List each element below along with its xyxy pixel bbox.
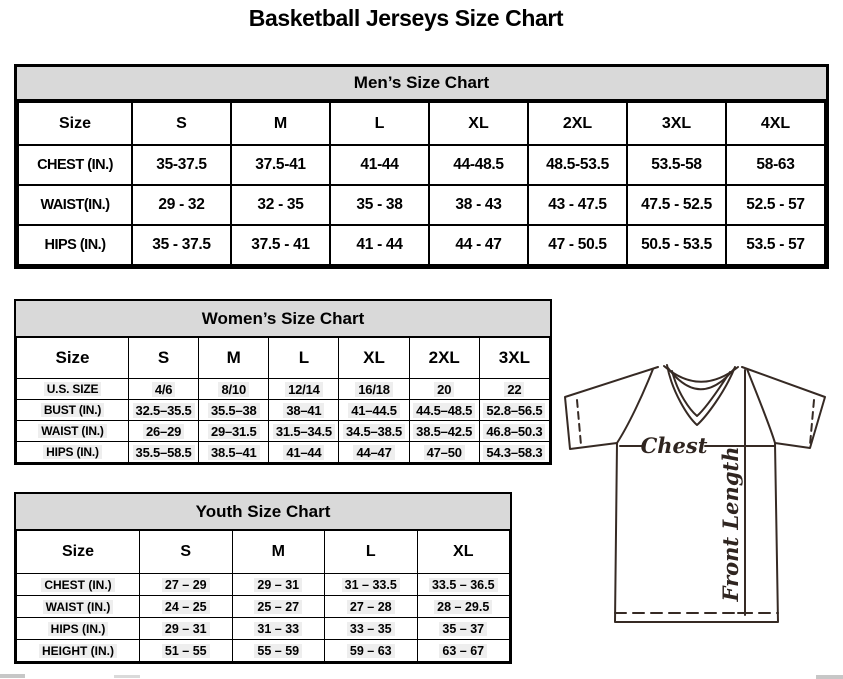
cell: 35 - 38 xyxy=(330,185,429,225)
row-label xyxy=(17,379,129,400)
youth-table-title: Youth Size Chart xyxy=(16,494,510,530)
cell: 38 - 43 xyxy=(429,185,528,225)
cell-value: 54.3–58.3 xyxy=(483,445,545,460)
cell xyxy=(417,618,510,640)
cell-value: 25 – 27 xyxy=(254,600,302,614)
row-label-text: WAIST (IN.) xyxy=(43,600,114,614)
cell xyxy=(269,442,339,463)
cell-value: 27 – 28 xyxy=(347,600,395,614)
cell xyxy=(339,442,409,463)
cell: 35 - 37.5 xyxy=(132,225,231,265)
cell-value: 27 – 29 xyxy=(162,578,210,592)
row-label: HIPS (IN.) xyxy=(18,225,132,265)
column-header: S xyxy=(140,531,233,574)
cell xyxy=(479,421,549,442)
cell: 37.5 - 41 xyxy=(231,225,330,265)
column-header: 3XL xyxy=(479,338,549,379)
womens-size-chart-table xyxy=(14,299,552,465)
cell-value: 55 – 59 xyxy=(254,644,302,658)
cell: 48.5-53.5 xyxy=(528,145,627,185)
cell-value: 29 – 31 xyxy=(254,578,302,592)
front-length-label: Front Length xyxy=(718,446,743,602)
table-row xyxy=(17,618,510,640)
cell-value: 34.5–38.5 xyxy=(343,424,405,439)
cell xyxy=(199,421,269,442)
left-cuff-stitch xyxy=(577,400,581,445)
cell-value: 26–29 xyxy=(143,424,184,439)
cell xyxy=(129,400,199,421)
cell-value: 8/10 xyxy=(218,382,249,397)
cell-value: 52.8–56.5 xyxy=(483,403,545,418)
table-row xyxy=(17,400,550,421)
row-label: WAIST(IN.) xyxy=(18,185,132,225)
cell xyxy=(479,442,549,463)
cell xyxy=(199,442,269,463)
row-label xyxy=(17,400,129,421)
column-header: XL xyxy=(429,102,528,145)
column-header: M xyxy=(199,338,269,379)
cell xyxy=(409,379,479,400)
column-header: XL xyxy=(417,531,510,574)
cell: 47 - 50.5 xyxy=(528,225,627,265)
cell-value: 24 – 25 xyxy=(162,600,210,614)
cell xyxy=(479,379,549,400)
collar-outer xyxy=(667,365,735,425)
column-header: 2XL xyxy=(409,338,479,379)
cell xyxy=(325,596,418,618)
column-header: Size xyxy=(18,102,132,145)
cell xyxy=(140,574,233,596)
cell xyxy=(232,618,325,640)
cell-value: 29 – 31 xyxy=(162,622,210,636)
cell xyxy=(140,640,233,662)
cell-value: 35 – 37 xyxy=(439,622,487,636)
cell-value: 4/6 xyxy=(152,382,175,397)
row-label xyxy=(17,640,140,662)
youth-header-row xyxy=(17,531,510,574)
cell-value: 31 – 33.5 xyxy=(342,578,400,592)
row-label-text: U.S. SIZE xyxy=(44,382,102,396)
cell xyxy=(339,421,409,442)
womens-table-title: Women’s Size Chart xyxy=(16,301,550,337)
row-label xyxy=(17,596,140,618)
cell xyxy=(269,400,339,421)
jersey-outline xyxy=(565,367,825,622)
cell xyxy=(129,379,199,400)
cell: 32 - 35 xyxy=(231,185,330,225)
cell-value: 59 – 63 xyxy=(347,644,395,658)
cell: 37.5-41 xyxy=(231,145,330,185)
cell xyxy=(409,400,479,421)
cell: 47.5 - 52.5 xyxy=(627,185,726,225)
cell-value: 31 – 33 xyxy=(254,622,302,636)
column-header: 3XL xyxy=(627,102,726,145)
cell-value: 41–44 xyxy=(283,445,324,460)
cell xyxy=(232,596,325,618)
row-label: CHEST (IN.) xyxy=(18,145,132,185)
row-label-text: WAIST (IN.) xyxy=(38,424,106,438)
row-label xyxy=(17,574,140,596)
table-row xyxy=(17,442,550,463)
cell: 41-44 xyxy=(330,145,429,185)
cell xyxy=(417,596,510,618)
cell-value: 31.5–34.5 xyxy=(273,424,335,439)
cell xyxy=(232,640,325,662)
row-label xyxy=(17,442,129,463)
cell-value: 35.5–58.5 xyxy=(133,445,195,460)
row-label xyxy=(17,421,129,442)
cell xyxy=(199,379,269,400)
column-header: L xyxy=(325,531,418,574)
column-header: 4XL xyxy=(726,102,825,145)
column-header: Size xyxy=(17,338,129,379)
cell-value: 63 – 67 xyxy=(439,644,487,658)
cell: 58-63 xyxy=(726,145,825,185)
cell-value: 41–44.5 xyxy=(348,403,400,418)
cell-value: 38–41 xyxy=(283,403,324,418)
cell-value: 12/14 xyxy=(285,382,323,397)
cell xyxy=(325,574,418,596)
table-row xyxy=(18,185,825,225)
cell-value: 46.8–50.3 xyxy=(483,424,545,439)
mens-size-chart-table xyxy=(14,64,829,269)
ui-fragment xyxy=(816,675,843,679)
cell-value: 35.5–38 xyxy=(208,403,260,418)
mens-header-row xyxy=(18,102,825,145)
cell xyxy=(140,596,233,618)
table-row xyxy=(17,596,510,618)
cell: 29 - 32 xyxy=(132,185,231,225)
ui-fragment xyxy=(0,674,25,678)
cell-value: 44.5–48.5 xyxy=(413,403,475,418)
column-header: S xyxy=(132,102,231,145)
column-header: M xyxy=(232,531,325,574)
cell xyxy=(417,574,510,596)
cell-value: 32.5–35.5 xyxy=(133,403,195,418)
table-row xyxy=(18,225,825,265)
mens-table-title: Men’s Size Chart xyxy=(17,67,826,101)
cell-value: 29–31.5 xyxy=(208,424,260,439)
cell xyxy=(339,379,409,400)
cell xyxy=(479,400,549,421)
row-label-text: HEIGHT (IN.) xyxy=(39,644,117,658)
cell-value: 33 – 35 xyxy=(347,622,395,636)
cell-value: 44–47 xyxy=(353,445,394,460)
column-header: L xyxy=(269,338,339,379)
youth-size-chart-table xyxy=(14,492,512,664)
cell xyxy=(269,421,339,442)
cell-value: 47–50 xyxy=(424,445,465,460)
chest-label: Chest xyxy=(640,433,708,458)
cell xyxy=(339,400,409,421)
row-label-text: HIPS (IN.) xyxy=(43,445,102,459)
cell: 52.5 - 57 xyxy=(726,185,825,225)
cell xyxy=(129,421,199,442)
cell xyxy=(269,379,339,400)
right-sleeve-seam xyxy=(747,369,775,443)
table-row xyxy=(17,379,550,400)
table-row xyxy=(17,640,510,662)
cell xyxy=(409,421,479,442)
cell xyxy=(325,618,418,640)
column-header: S xyxy=(129,338,199,379)
column-header: L xyxy=(330,102,429,145)
cell-value: 38.5–42.5 xyxy=(413,424,475,439)
cell xyxy=(232,574,325,596)
womens-header-row xyxy=(17,338,550,379)
column-header: M xyxy=(231,102,330,145)
cell: 35-37.5 xyxy=(132,145,231,185)
cell-value: 16/18 xyxy=(355,382,393,397)
cell-value: 51 – 55 xyxy=(162,644,210,658)
column-header: XL xyxy=(339,338,409,379)
column-header: Size xyxy=(17,531,140,574)
cell xyxy=(129,442,199,463)
table-row xyxy=(17,574,510,596)
row-label xyxy=(17,618,140,640)
row-label-text: BUST (IN.) xyxy=(41,403,104,417)
cell: 41 - 44 xyxy=(330,225,429,265)
cell-value: 33.5 – 36.5 xyxy=(429,578,498,592)
cell: 50.5 - 53.5 xyxy=(627,225,726,265)
ui-fragment xyxy=(114,675,140,678)
column-header: 2XL xyxy=(528,102,627,145)
cell xyxy=(325,640,418,662)
cell xyxy=(417,640,510,662)
row-label-text: CHEST (IN.) xyxy=(41,578,114,592)
cell: 43 - 47.5 xyxy=(528,185,627,225)
cell: 53.5 - 57 xyxy=(726,225,825,265)
jersey-diagram xyxy=(552,352,842,662)
cell xyxy=(409,442,479,463)
left-sleeve-seam xyxy=(617,369,653,443)
cell xyxy=(140,618,233,640)
row-label-text: HIPS (IN.) xyxy=(48,622,109,636)
table-row xyxy=(17,421,550,442)
cell xyxy=(199,400,269,421)
cell-value: 28 – 29.5 xyxy=(434,600,492,614)
cell-value: 22 xyxy=(504,382,524,397)
cell: 44 - 47 xyxy=(429,225,528,265)
cell: 53.5-58 xyxy=(627,145,726,185)
page-title: Basketball Jerseys Size Chart xyxy=(248,5,564,31)
cell: 44-48.5 xyxy=(429,145,528,185)
table-row xyxy=(18,145,825,185)
cell-value: 38.5–41 xyxy=(208,445,260,460)
cell-value: 20 xyxy=(434,382,454,397)
